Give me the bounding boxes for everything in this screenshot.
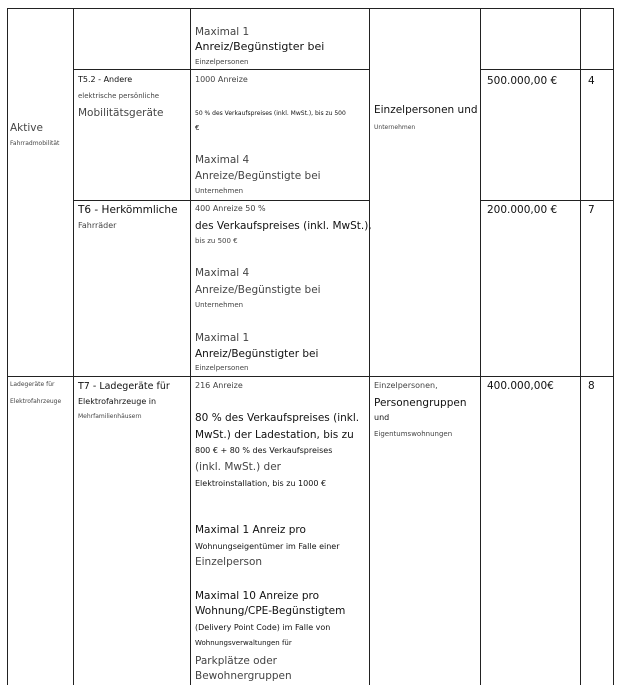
t6-pct-line1: des Verkaufspreises (inkl. MwSt.), (195, 220, 372, 232)
t6-budget: 200.000,00 € (487, 204, 558, 216)
table-column-divider (369, 8, 370, 685)
row-divider (480, 69, 614, 70)
t52-budget: 500.000,00 € (487, 75, 558, 87)
t6-max4-line3: Unternehmen (195, 301, 244, 309)
t7-count: 216 Anreize (195, 381, 243, 390)
category-chargers-line1: Ladegeräte für (10, 381, 55, 388)
t6-max1-line3: Einzelpersonen (195, 364, 249, 372)
t7-title-line2: Elektrofahrzeuge in (78, 397, 157, 406)
t52-title-line3: Mobilitätsgeräte (78, 107, 164, 119)
t7-max10-line3: (Delivery Point Code) im Falle von (195, 623, 331, 632)
beneficiaries-a-line2: Unternehmen (374, 124, 416, 131)
table-column-divider (580, 8, 581, 685)
t52-count: 1000 Anreize (195, 75, 248, 84)
t6-title-line2: Fahrräder (78, 221, 117, 230)
table-column-divider (73, 8, 74, 685)
t52-pct-line2: € (195, 124, 200, 132)
row-divider (73, 69, 370, 70)
t6-pct-line2: bis zu 500 € (195, 237, 238, 245)
t52-title-line2: elektrische persönliche (78, 92, 160, 100)
table-border-left (7, 8, 8, 685)
t7-max1-line2: Wohnungseigentümer im Falle einer (195, 542, 340, 551)
t52-max-line1: Maximal 4 (195, 154, 250, 166)
table-border-right (613, 8, 614, 685)
top-max-line1: Maximal 1 (195, 26, 250, 38)
t7-budget: 400.000,00€ (487, 380, 554, 392)
beneficiaries-a-line1: Einzelpersonen und (374, 104, 478, 116)
t6-max4-line2: Anreize/Begünstigte bei (195, 284, 321, 296)
t6-max1-line2: Anreiz/Begünstigter bei (195, 348, 319, 360)
top-max-line2: Anreiz/Begünstigter bei (195, 40, 325, 53)
t7-title-line1: T7 - Ladegeräte für (78, 381, 170, 392)
t52-max-line3: Unternehmen (195, 187, 244, 195)
t7-beneficiaries-line1: Einzelpersonen, (374, 381, 438, 390)
t7-pct-line5: Elektroinstallation, bis zu 1000 € (195, 479, 327, 488)
t7-max1-line3: Einzelperson (195, 556, 263, 568)
t7-number: 8 (588, 380, 595, 392)
t7-title-line3: Mehrfamilienhäusern (78, 413, 142, 420)
t6-number: 7 (588, 204, 595, 216)
t52-pct-line1: 50 % des Verkaufspreises (inkl. MwSt.), bis zu 500 (195, 110, 346, 117)
t52-title-line1: T5.2 - Andere (78, 75, 133, 84)
row-divider (480, 200, 614, 201)
t52-max-line2: Anreize/Begünstigte bei (195, 170, 321, 182)
category-active-mobility: Aktive (10, 122, 43, 134)
row-divider (73, 200, 370, 201)
t7-max10-line1: Maximal 10 Anreize pro (195, 590, 320, 602)
t7-pct-line3: 800 € + 80 % des Verkaufspreises (195, 446, 333, 455)
t7-pct-line2: MwSt.) der Ladestation, bis zu (195, 429, 354, 441)
t7-max1-line1: Maximal 1 Anreiz pro (195, 524, 306, 536)
t7-max10-line5: Parkplätze oder (195, 655, 278, 667)
row-divider (7, 376, 614, 377)
table-column-divider (480, 8, 481, 685)
t7-beneficiaries-line4: Eigentumswohnungen (374, 430, 453, 438)
table-column-divider (190, 8, 191, 685)
category-chargers-line2: Elektrofahrzeuge (10, 398, 62, 405)
t7-beneficiaries-line3: und (374, 413, 390, 422)
t52-number: 4 (588, 75, 595, 87)
t7-max10-line6: Bewohnergruppen (195, 670, 292, 682)
t7-pct-line4: (inkl. MwSt.) der (195, 461, 281, 473)
t7-max10-line2: Wohnung/CPE-Begünstigtem (195, 605, 346, 617)
t6-title-line1: T6 - Herkömmliche (78, 204, 178, 216)
t7-max10-line4: Wohnungsverwaltungen für (195, 639, 292, 647)
t7-beneficiaries-line2: Personengruppen (374, 397, 467, 409)
category-active-mobility-sub: Fahrradmobilität (10, 140, 60, 147)
table-border-top (7, 8, 614, 9)
t6-max4-line1: Maximal 4 (195, 267, 250, 279)
t6-max1-line1: Maximal 1 (195, 332, 250, 344)
t6-count: 400 Anreize 50 % (195, 204, 266, 213)
top-max-line3: Einzelpersonen (195, 58, 249, 66)
t7-pct-line1: 80 % des Verkaufspreises (inkl. (195, 412, 360, 424)
